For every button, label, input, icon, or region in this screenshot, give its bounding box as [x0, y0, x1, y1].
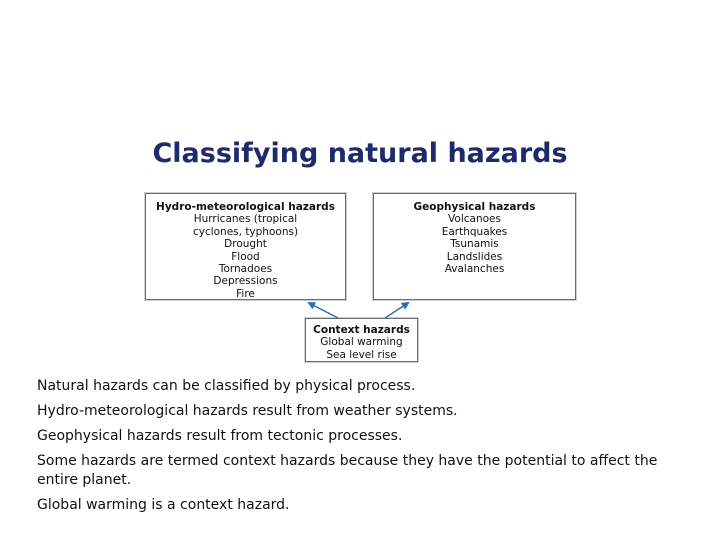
p5-rest: is a context hazard. [146, 497, 290, 513]
geo-item: Tsunamis [450, 238, 499, 251]
hydro-item: Fire [236, 287, 255, 300]
paragraph-1 [37, 377, 667, 396]
hydro-term: Hydro-meteorological hazards [37, 403, 248, 419]
p4-start: Some hazards are termed [37, 453, 223, 469]
context-heading: Context hazards [313, 324, 410, 336]
geo-heading: Geophysical hazards [413, 201, 536, 213]
hydro-item: Drought [224, 238, 267, 251]
geo-term: Geophysical hazards [37, 428, 182, 444]
slide-title: Classifying natural hazards [152, 138, 568, 169]
paragraph-3 [37, 427, 667, 446]
geophysical-hazards-box [373, 193, 576, 300]
context-item: Global warming [320, 336, 403, 349]
hydro-heading: Hydro-meteorological hazards [156, 201, 335, 213]
arrow-to-hydro [309, 303, 338, 318]
hydro-meteorological-hazards-box [145, 193, 346, 300]
context-item: Sea level rise [326, 348, 397, 361]
hydro-item: Depressions [213, 275, 278, 288]
p4-rest: because they have the potential to affect the entire planet. [37, 453, 658, 488]
context-term: context hazards [222, 453, 336, 469]
arrow-to-geo [385, 303, 408, 318]
hydro-item: Hurricanes (tropical [193, 213, 298, 226]
p3-rest: result from tectonic processes. [181, 428, 403, 444]
geo-item: Earthquakes [441, 225, 508, 238]
geo-item: Avalanches [444, 263, 505, 276]
hydro-item: cyclones, typhoons) [192, 225, 299, 238]
p2-rest: result from weather systems. [247, 403, 458, 419]
hydro-item: Tornadoes [218, 263, 273, 276]
explanation-text [37, 377, 667, 521]
p1-text: Natural hazards can be classified by physical process. [37, 378, 416, 394]
geo-item: Landslides [446, 250, 503, 263]
paragraph-2 [37, 402, 667, 421]
global-warming-term: Global warming [37, 497, 147, 513]
geo-item: Volcanoes [448, 213, 501, 226]
context-hazards-box [305, 318, 418, 362]
hydro-item: Flood [231, 250, 260, 263]
paragraph-4 [37, 452, 667, 490]
paragraph-5 [37, 496, 667, 515]
